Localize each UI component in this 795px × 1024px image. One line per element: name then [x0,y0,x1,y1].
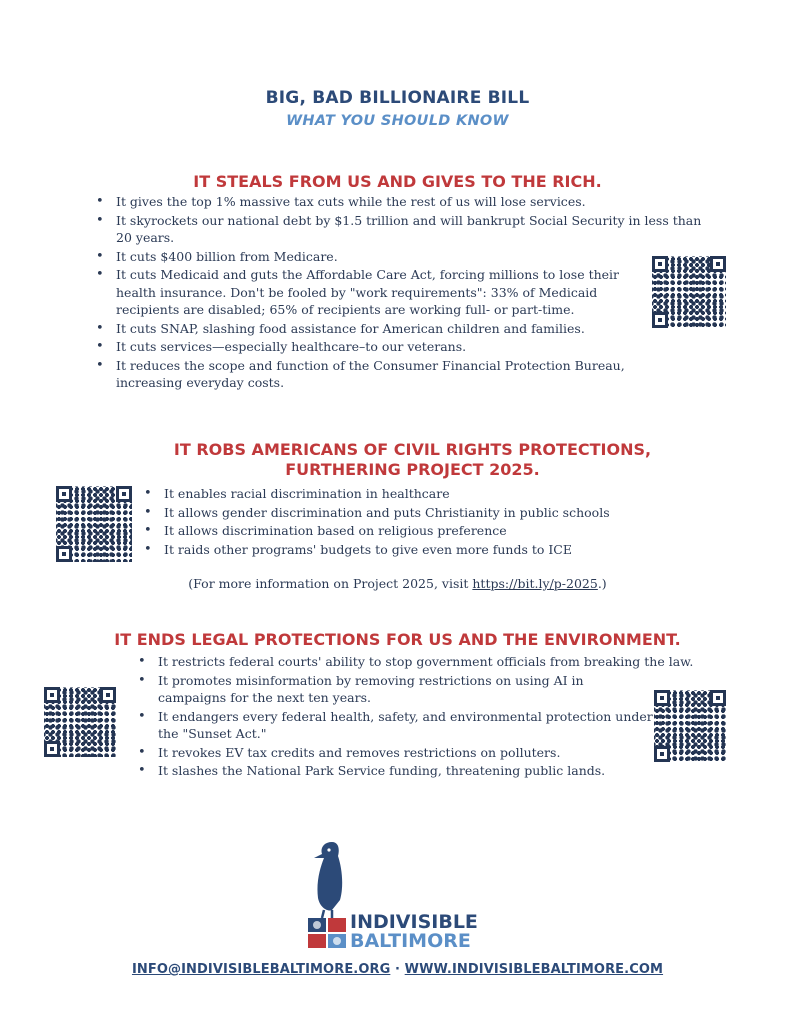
list-item: • It reduces the scope and function of the Consumer Financial Protection Bureau, increasing everyday costs. [92,357,652,392]
logo-line1: INDIVISIBLE [350,911,478,933]
note-prefix: (For more information on Project 2025, visit [188,576,473,591]
footer-contact [0,962,795,977]
list-item: • It cuts Medicaid and guts the Affordable Care Act, forcing millions to lose their health insurance. Don't be fooled by "work requirements": 33% of Medicaid recipients are disabled; 65% of recipients are working full- or part-time. [92,266,656,319]
list-item: • It endangers every federal health, safety, and environmental protection under the "Sunset Act." [134,708,658,743]
list-item: • It slashes the National Park Service funding, threatening public lands. [134,762,694,780]
section2-heading [0,440,795,480]
project2025-note [0,576,795,591]
list-item: • It cuts SNAP, slashing food assistance for American children and families. [92,320,652,338]
list-item: • It allows discrimination based on religious preference [140,522,660,540]
list-item: • It promotes misinformation by removing restrictions on using AI in campaigns for the next ten years. [134,672,618,707]
page-subtitle: WHAT YOU SHOULD KNOW [286,113,509,129]
qr-code-icon[interactable] [652,256,726,328]
section3-list [134,653,694,781]
footer-separator: · [390,962,405,977]
list-item: • It restricts federal courts' ability to stop government officials from breaking the law. [134,653,694,671]
list-item: • It gives the top 1% massive tax cuts while the rest of us will lose services. [92,193,652,211]
list-item: • It skyrockets our national debt by $1.5 trillion and will bankrupt Social Security in less than 20 years. [92,212,716,247]
project2025-link[interactable]: https://bit.ly/p-2025 [472,576,598,591]
qr-code-icon[interactable] [44,687,116,757]
section3-heading: IT ENDS LEGAL PROTECTIONS FOR US AND THE ENVIRONMENT. [114,630,681,649]
section1-list [92,193,702,393]
section1-heading: IT STEALS FROM US AND GIVES TO THE RICH. [193,172,602,191]
note-suffix: .) [597,576,607,591]
indivisible-baltimore-logo [300,838,490,950]
section2-list [140,485,660,559]
section2-heading-line2: FURTHERING PROJECT 2025. [285,460,540,479]
list-item: • It cuts $400 billion from Medicare. [92,248,652,266]
section2-heading-line1: IT ROBS AMERICANS OF CIVIL RIGHTS PROTECTIONS, [173,440,652,459]
logo-line2: BALTIMORE [350,930,471,952]
list-item: • It revokes EV tax credits and removes restrictions on polluters. [134,744,694,762]
email-link[interactable]: INFO@INDIVISIBLEBALTIMORE.ORG [131,962,391,977]
website-link[interactable]: WWW.INDIVISIBLEBALTIMORE.COM [404,962,664,977]
list-item: • It allows gender discrimination and puts Christianity in public schools [140,504,660,522]
list-item: • It raids other programs' budgets to give even more funds to ICE [140,541,660,559]
qr-code-icon[interactable] [654,690,726,762]
list-item: • It enables racial discrimination in healthcare [140,485,660,503]
page-title: BIG, BAD BILLIONAIRE BILL [265,88,530,108]
list-item: • It cuts services—especially healthcare–to our veterans. [92,338,652,356]
qr-code-icon[interactable] [56,486,132,562]
